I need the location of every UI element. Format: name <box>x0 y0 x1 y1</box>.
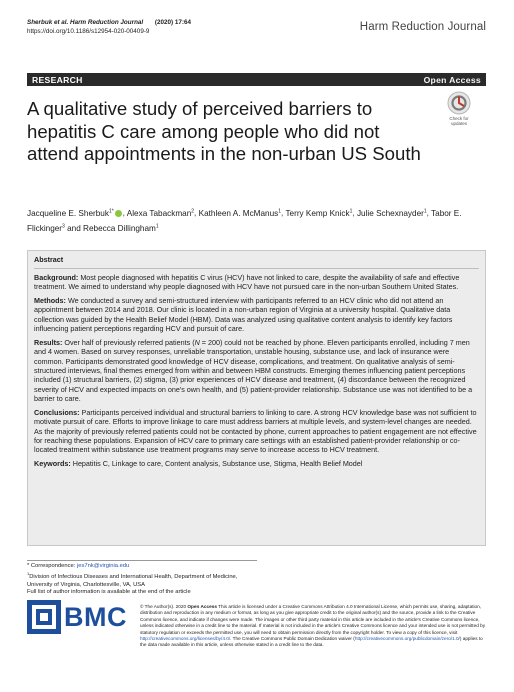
author-list: Jacqueline E. Sherbuk$^{1*}$ , Alexa Tabackman$^2$, Kathleen A. McManus$^1$, Terry Kemp Knick$^1$, Julie Schexnayder$^1$, Tabor E. Flickinger$^3$ and Rebecca Dillingham$^1$ <box>27 208 462 233</box>
section-bar <box>27 73 486 86</box>
doi-link[interactable]: https://doi.org/10.1186/s12954-020-00409-9 <box>27 28 150 35</box>
check-updates-icon <box>447 91 471 115</box>
affiliation: $^1$Division of Infectious Diseases and International Health, Department of Medicine, University of Virginia, Charlottesville, VA, USA <box>27 571 238 588</box>
running-header <box>27 18 191 36</box>
article-type-label: RESEARCH <box>32 74 83 85</box>
abstract-results: Results: Over half of previously referred patients (N = 200) could not be reached by phone. Eleven participants enrolled, including 7 men and 4 women. Based on survey responses, unreliable transportation, unstable housing, substance use, and lack of insurance were common. Participants demonstrated good knowledge of HCV disease, complications, and treatment. On qualitative analysis of semi-structured interviews, final themes emerged from within and between HBM constructs. Emerging themes influencing patient perceptions included (1) structural barriers, (2) stigma, (3) prior experiences of HCV disease and treatment, (4) discordance between the recognized severity of HCV and expected impacts on one's own health, and (5) patient-provider relationship. Substance use was not identified to be a barrier to care. <box>34 337 473 404</box>
email-link[interactable]: jes7nk@virginia.edu <box>76 563 130 569</box>
author[interactable]: Tabor E. Flickinger$^3$ <box>27 208 462 233</box>
abstract-background: Background: Most people diagnosed with hepatitis C virus (HCV) have not linked to care, despite the availability of safe and effective treatment. We aimed to understand why people diagnosed with HCV have not pursued care in the non-urban Southern United States. <box>34 273 460 292</box>
check-updates-line2: updates <box>450 121 467 126</box>
full-list-note: Full list of author information is available at the end of the article <box>27 588 191 595</box>
check-updates-line1: Check for <box>449 116 469 121</box>
journal-name: Harm Reduction Journal <box>359 21 486 33</box>
orcid-icon[interactable] <box>115 210 122 217</box>
author[interactable]: Jacqueline E. Sherbuk$^{1*}$ <box>27 209 123 218</box>
abstract-methods: Methods: We conducted a survey and semi-structured interview with participants referred to an HCV clinic who did not attend an appointment between 2014 and 2018. Our clinic is located in a non-urban region of Virginia at a university hospital. Qualitative data collection was guided by the Health Belief Model (HBM). Data was analyzed using qualitative content analysis to identify key factors influencing patient perceptions regarding HCV and pursuit of care. <box>34 296 453 334</box>
bmc-wordmark: BMC <box>64 601 127 632</box>
check-for-updates-badge[interactable] <box>442 91 476 133</box>
author[interactable]: Alexa Tabackman$^2$ <box>126 208 195 218</box>
author[interactable]: Kathleen A. McManus$^1$ <box>198 208 282 218</box>
waiver-link[interactable]: http://creativecommons.org/publicdomain/zero/1.0/ <box>354 636 460 642</box>
license-link[interactable]: http://creativecommons.org/licenses/by/4.0/ <box>140 636 231 642</box>
article-title: A qualitative study of perceived barriers to hepatitis C care among people who did not attend appointments in the non-urban US South <box>27 98 421 164</box>
abstract-heading: Abstract <box>34 255 479 269</box>
citation-line <box>27 18 191 27</box>
abstract-keywords: Keywords: Hepatitis C, Linkage to care, Content analysis, Substance use, Stigma, Health Belief Model <box>34 459 363 469</box>
check-updates-text <box>442 116 476 126</box>
license-text: © The Author(s). 2020 Open Access This article is licensed under a Creative Commons Attribution 4.0 International License, which permits use, sharing, adaptation, distribution and reproduction in any medium or format, as long as you give appropriate credit to the original author(s) and the source, provide a link to the Creative Commons licence, and indicate if changes were made. The images or other third party material in this article are included in the article's Creative Commons licence, unless indicated otherwise in a credit line to the material. If material is not included in the article's Creative Commons licence and your intended use is not permitted by statutory regulation or exceeds the permitted use, you will need to obtain permission directly from the copyright holder. To view a copy of this licence, visit http://creativecommons.org/licenses/by/4.0/. The Creative Commons Public Domain Dedication waiver (http://creativecommons.org/publicdomain/zero/1.0/) applies to the data made available in this article, unless otherwise stated in a credit line to the data. <box>140 604 486 648</box>
bmc-logo[interactable] <box>27 597 127 637</box>
author[interactable]: Julie Schexnayder$^1$ <box>356 208 427 218</box>
author[interactable]: and Rebecca Dillingham$^1$ <box>67 223 159 233</box>
year-volume: (2020) 17:64 <box>154 19 191 26</box>
abstract-box <box>27 250 486 546</box>
correspondence: * Correspondence: jes7nk@virginia.edu <box>27 563 130 569</box>
open-access-label: Open Access <box>423 74 481 85</box>
abstract-conclusions: Conclusions: Participants perceived individual and structural barriers to linking to care. A strong HCV knowledge base was not sufficient to motivate pursuit of care. Efforts to improve linkage to care must address barriers at multiple levels, and system-level changes are needed. As the majority of previously referred patients could not be contacted by phone, current approaches to patient engagement are not effective for reaching these populations. Expansion of HCV care to primary care settings with an established patient-provider relationship or co-located treatment within substance use treatment programs may serve to increase access to HCV treatment. <box>34 407 477 455</box>
citation-text: Sherbuk et al. Harm Reduction Journal <box>27 19 144 26</box>
author[interactable]: Terry Kemp Knick$^1$ <box>285 208 353 218</box>
bmc-logo-icon <box>27 600 61 634</box>
footnotes <box>27 560 257 596</box>
